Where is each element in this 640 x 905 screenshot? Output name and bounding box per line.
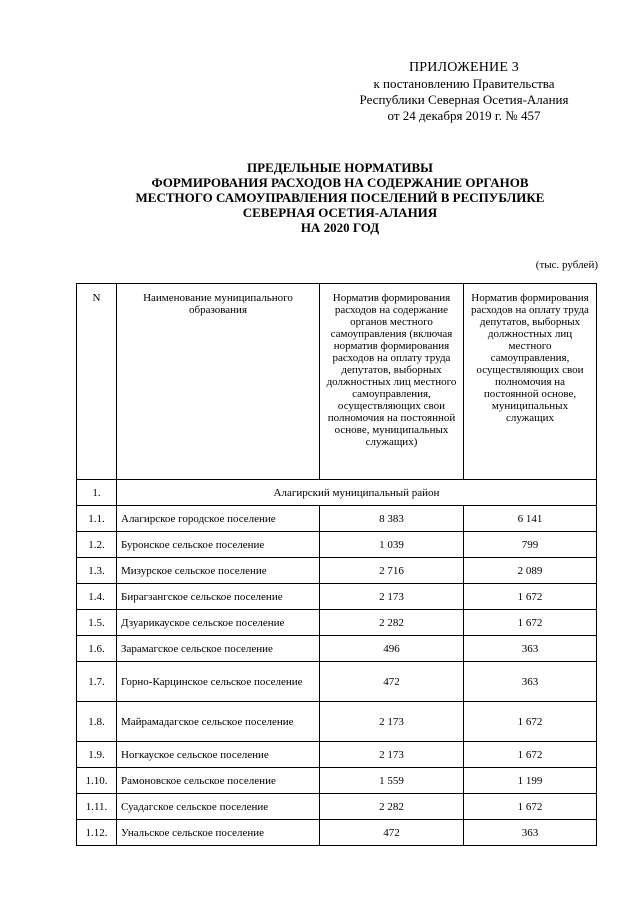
row-salary: 363 <box>464 636 597 662</box>
row-total: 2 173 <box>320 584 464 610</box>
row-num: 1.9. <box>77 742 117 768</box>
row-num: 1.11. <box>77 794 117 820</box>
title-line-3: МЕСТНОГО САМОУПРАВЛЕНИЯ ПОСЕЛЕНИЙ В РЕСПУБЛИКЕ <box>135 190 545 205</box>
appendix-line-2: Республики Северная Осетия-Алания <box>359 92 569 107</box>
row-total: 8 383 <box>320 506 464 532</box>
norms-table <box>76 283 597 846</box>
row-salary: 1 672 <box>464 702 597 742</box>
row-name: Унальское сельское поселение <box>117 820 320 846</box>
header-norm-total: Норматив формирования расходов на содержание органов местного самоуправления (включая норматив формирования расходов на оплату труда депутатов, выборных должностных лиц местного самоуправления, осуществляющих свои полномочия на постоянной основе, муниципальных служащих) <box>320 284 464 480</box>
row-total: 1 559 <box>320 768 464 794</box>
row-salary: 363 <box>464 820 597 846</box>
appendix-title: ПРИЛОЖЕНИЕ 3 <box>408 60 520 75</box>
row-total: 2 173 <box>320 702 464 742</box>
row-name: Бирагзангское сельское поселение <box>117 584 320 610</box>
header-num: N <box>77 284 117 480</box>
row-salary: 6 141 <box>464 506 597 532</box>
district-row <box>77 480 597 506</box>
row-salary: 363 <box>464 662 597 702</box>
row-name: Дзуарикауское сельское поселение <box>117 610 320 636</box>
row-total: 1 039 <box>320 532 464 558</box>
table-row <box>77 558 597 584</box>
row-name: Ногкауское сельское поселение <box>117 742 320 768</box>
table-row <box>77 702 597 742</box>
title-line-4: СЕВЕРНАЯ ОСЕТИЯ-АЛАНИЯ <box>242 205 438 220</box>
title-line-5: НА 2020 ГОД <box>300 220 380 235</box>
table-row <box>77 768 597 794</box>
header-name: Наименование муниципального образования <box>117 284 320 480</box>
row-num: 1.8. <box>77 702 117 742</box>
table-row <box>77 820 597 846</box>
row-salary: 799 <box>464 532 597 558</box>
row-name: Мизурское сельское поселение <box>117 558 320 584</box>
table-header-row <box>77 284 597 480</box>
document-title <box>40 160 640 235</box>
row-num: 1.10. <box>77 768 117 794</box>
row-num: 1.5. <box>77 610 117 636</box>
title-line-2: ФОРМИРОВАНИЯ РАСХОДОВ НА СОДЕРЖАНИЕ ОРГАНОВ <box>151 175 529 190</box>
row-salary: 2 089 <box>464 558 597 584</box>
row-salary: 1 199 <box>464 768 597 794</box>
table-row <box>77 742 597 768</box>
row-num: 1.1. <box>77 506 117 532</box>
row-total: 2 282 <box>320 794 464 820</box>
row-name: Алагирское городское поселение <box>117 506 320 532</box>
table-row <box>77 584 597 610</box>
table-row <box>77 506 597 532</box>
row-total: 496 <box>320 636 464 662</box>
appendix-block <box>336 60 592 124</box>
appendix-line-3: от 24 декабря 2019 г. № 457 <box>387 108 541 123</box>
row-num: 1.2. <box>77 532 117 558</box>
units-note: (тыс. рублей) <box>535 259 598 271</box>
row-total: 472 <box>320 820 464 846</box>
header-norm-salary: Норматив формирования расходов на оплату труда депутатов, выборных должностных лиц местного самоуправления, осуществляющих свои полномочия на постоянной основе, муниципальных служащих <box>464 284 597 480</box>
row-salary: 1 672 <box>464 610 597 636</box>
table-row <box>77 532 597 558</box>
title-line-1: ПРЕДЕЛЬНЫЕ НОРМАТИВЫ <box>247 160 433 175</box>
appendix-line-1: к постановлению Правительства <box>373 76 555 91</box>
row-num: 1.4. <box>77 584 117 610</box>
district-name: Алагирский муниципальный район <box>117 480 597 506</box>
row-name: Рамоновское сельское поселение <box>117 768 320 794</box>
row-total: 2 282 <box>320 610 464 636</box>
row-name: Горно-Карцинское сельское поселение <box>117 662 320 702</box>
row-name: Зарамагское сельское поселение <box>117 636 320 662</box>
row-num: 1.7. <box>77 662 117 702</box>
row-salary: 1 672 <box>464 794 597 820</box>
row-total: 2 173 <box>320 742 464 768</box>
district-num: 1. <box>77 480 117 506</box>
table-row <box>77 794 597 820</box>
table-row <box>77 636 597 662</box>
row-name: Суадагское сельское поселение <box>117 794 320 820</box>
table-row <box>77 662 597 702</box>
row-num: 1.3. <box>77 558 117 584</box>
row-name: Буронское сельское поселение <box>117 532 320 558</box>
row-name: Майрамадагское сельское поселение <box>117 702 320 742</box>
row-num: 1.6. <box>77 636 117 662</box>
table-row <box>77 610 597 636</box>
row-salary: 1 672 <box>464 584 597 610</box>
row-total: 2 716 <box>320 558 464 584</box>
row-salary: 1 672 <box>464 742 597 768</box>
row-num: 1.12. <box>77 820 117 846</box>
row-total: 472 <box>320 662 464 702</box>
